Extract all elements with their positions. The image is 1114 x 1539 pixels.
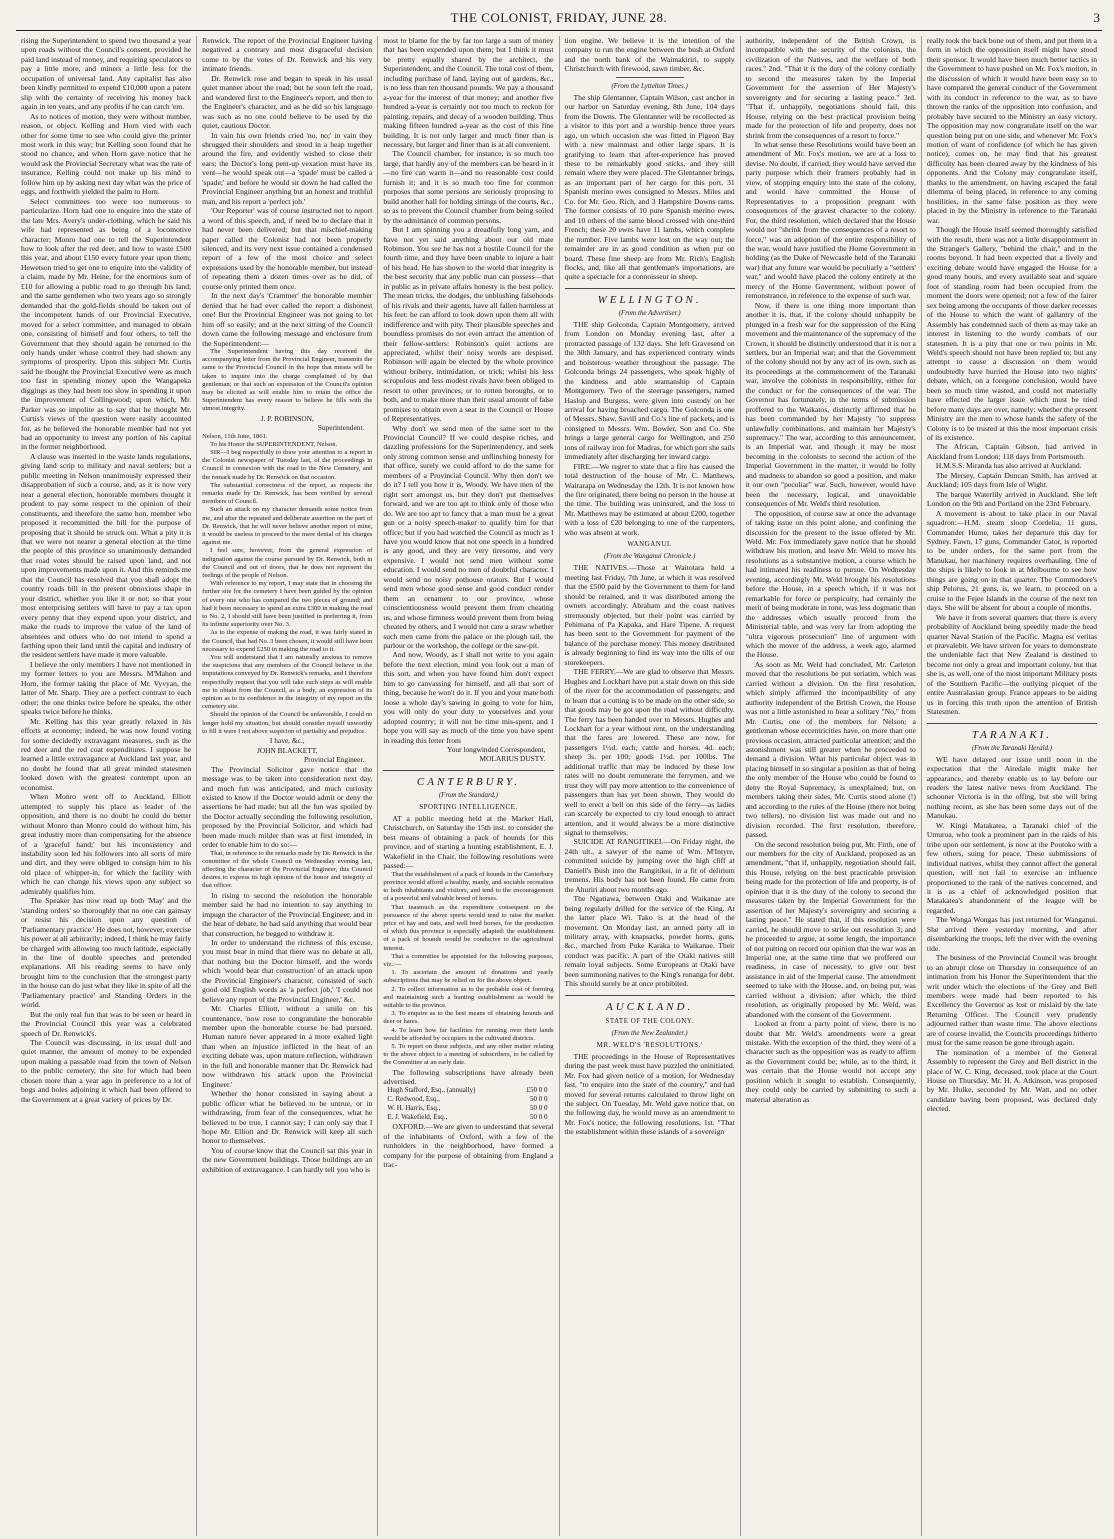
paragraph: The following subscriptions have already been advertised. [383,1067,554,1087]
resolution-item: 5. To report on these subjects, and any other matter relating to the above object to a meeting of subscribers, to be called by the Committee at an early date. [383,1042,554,1067]
resolution-item: That inasmuch as the expenditure consequent on the pursuance of the above sports would tend to raise the market price of hay and oats, and well bred horses, for the production of which this province is especially adapted: the establishment of a pack of hounds would be conducive to the agricultural interest. [383,903,554,952]
paragraph: I believe the only members I have not mentioned in my former letters to you are Messrs. M'Mahon and Horn, the former taking the place of Mr. Vyvyan, the latter of Mr. Sharp. They are a perfect contrast to each other; the one thinks twice before he speaks, the other speaks twice before he thinks. [21,659,192,717]
paragraph: As to the expense of making the road, it was fairly stated in the Council, that had No. 3 been chosen, it would still have been necessary to expend £250 in making the road to it. [202,629,373,653]
masthead [16,6,1102,31]
signature-title: Provincial Engineer. [304,755,365,765]
paragraph: As to notices of motion, they were without number, reason, or object. Kelling and Horn vied with each other for some time to see who could give the printer most work in this way; but Kelling soon found that he stood no chance, and when Horn gave notice that he would ask the Provincial Secretary what was the rate of insurance, Kelling could not make up his mind to follow him up by asking next day what was the price of eggs, and forthwith yielded the palm to Horn. [21,111,192,197]
subscription-amount: 50 0 0 [530,1113,548,1122]
section-heading-canterbury: CANTERBURY. [383,770,553,789]
letter-close: I have, &c., [269,736,305,746]
subscriber-name: C. Redwood, Esq., [387,1095,440,1104]
paragraph: In rising to second the resolution the honorable member said he had no intention to say anything to impugn the character of the Provincial Engineer, and in the heat of debate, he had said anything that would bear that construction, he begged to withdraw it. [202,890,373,938]
paragraph: The substantial correctness of the report, as respects the remarks made by Dr. Renwick, has been verified by several members of Council. [202,481,373,506]
masthead-title: THE COLONIST, FRIDAY, JUNE 28. [450,10,668,25]
paragraph: W. Kingi Matakatea, a Taranaki chief of the Umuroa, who took a prominent part in the raids of his tribe upon our settlement, is now at the Poutoko with a few others, suing for peace. These submissions of individual natives, whilst they cannot affect the general question, will not fail to exercise an influence proportioned to the rank of the natives concerned, and it is as a chief of acknowledged position that Matakatea's abandonment of the league will be regarded. [926,820,1098,915]
paragraph: tion engine. We believe it is the intention of the company to run the engine between the bush at Oxford and the north bank of the Waimakiriri, to supply Christchurch with firewood, sawn timber, &c. [564,36,735,74]
paragraph: rising the Superintendent to spend two thousand a year upon roads without the Council's consent, provided he paid land instead of money, and requiring speculators to pay a little more, and miners a little less for the occupation of universal land. Any capitalist has also been kindly permitted to expend £10,000 upon a patent slip with the certainty of receiving his money back again in ten years, and any profits if he can catch 'em. [21,36,192,112]
subscription-row [383,1104,553,1113]
paragraph: The Council chamber, for instance, is so much too large, that hardly any of the members can be heard in it—no fire can warm it—and no reasonable cost could furnish it; and it is so much too fine for common purposes that some persons are seriously proposing to build another hall for holding sittings of the courts, &c., so as to prevent the Council chamber from being soiled by the admittance of common persons. [383,149,554,225]
section-heading-wellington: WELLINGTON. [565,288,735,307]
paragraph: SIR—I beg respectfully to draw your attention to a report in the Colonist newspaper of Tuesday last, of the proceedings in Council in connexion with the road to the New Cemetery, and the remark made by Dr. Renwick on that occasion. [202,448,373,481]
column-6 [921,36,1102,1536]
paragraph: In the next day's 'Crammer' the honorable member denied that he had ever called the report a dishonest one! But the Provincial Engineer was not going to let him off so easily; and at the next sitting of the Council down came the following message and enclosure from the Superintendent:— [202,291,373,348]
source-line: (From the Taranaki Herald.) [971,743,1053,752]
column-4 [559,36,740,1536]
section-heading-taranaki: TARANAKI. [927,723,1097,742]
signature-name: MOLARIUS DUSTY. [479,754,546,764]
paragraph: The business of the Provincial Council was brought to an abrupt close on Thursday in consequence of an intimation from his Honor the Superintendent that the writ under which the elections of the Grey and Bell members were made had been reported to his Excellency the Governor as lost or mislaid by the late Returning Officer. The Council very prudently adjourned rather than waste time. The above elections are of course invalid, the Councils proceedings hitherto must for the same reason be gone through again. [926,953,1098,1048]
paragraph: A movement is about to take place in our Naval squadron:—H.M. steam sloop Cordelia, 11 guns, Commander Hume, takes her departure this day for Sydney. Fawn, 17 guns, Commander Cator, is reported to be under orders, for the same port from the Manukau, her machinery requires overhauling. One of the ships is likely to look in at Melbourne to see how things are going on in that quarter. The Commodore's ship Pelorus, 21 guns, is, we learn, to proceed on a cruise to the Fejee Islands in the course of the next ten days. She will be absent for about a couple of months. [926,508,1098,613]
subscriber-name: W. H. Harris, Esq., [387,1104,441,1113]
resolutions [383,871,553,1068]
subscriber-name: E. J. Wakefield, Esq., [387,1113,448,1122]
paragraph: Renwick. The report of the Provincial Engineer having negatived a contrary and most disgraceful decision come to by the votes of Dr. Renwick and his very intimate friends. [202,36,373,74]
paragraph: When Monro went off to Auckland, Elliott attempted to supply his place as leader of the opposition, and there is no doubt he could do better without Monro than Monro could do without him, his great industry more than compensating for the absence of a 'graceful hand;' but his inconsistency and instability soon led his followers into all sorts of mire and dirt, and they were obliged to consign him to his old place of whipper-in, for which the facility with which he can change his views upon any subject so admirably qualifies him. [21,792,192,896]
paragraph: With reference to my report, I may state that in choosing the further site for the cemetery I have been guided by the opinion of every one who has compared the two pieces of ground; and had it been necessary to spend an extra £300 in making the road to No. 2, I should still have been justified in preferring it, from its infinite superiority over No. 3. [202,580,373,629]
paragraph: Dr. Renwick rose and began to speak in his usual quiet manner about the road; but he soon left the road, and wandered first to the Engineer's report, and then to the Engineer's character, and as he did so his language was such as no one could believe to be used by the quiet, cautious Doctor. [202,73,373,131]
paragraph: You of course know that the Council sat this year in the new Government buildings. Those buildings are an exhibition of extravagance. I can hardly tell you who is [202,1145,373,1174]
source-line: (From the Standard.) [438,790,499,799]
paragraph: As soon as Mr. Weld had concluded, Mr. Carleton moved that the resolutions be put seriatim, which was carried without a division. On the first resolution, which simply affirmed the incompatibility of any authority independent of the British Crown, the House was not a little astonished to hear a solitary "No," from Mr. Curtis, one of the members for Nelson; a gentleman whose eccentricities have, on more than one previous occasion, attracted particular attention; and the astonishment was still greater when he proceeded to demand a division. What his particular object was in placing himself in so singular a position as that of being the only member of the House who could be found to deny the Royal Supremacy, is unexplained; but, on members taking their sides, Mr. Curtis stood alone (!) and according to the rules of the House (there not being two tellers), no division list was made out and no division recorded. The first resolution, therefore, passed. [745,659,916,840]
subscription-amount: 50 0 0 [530,1095,548,1104]
paragraph: Why don't we send men of the same sort to the Provincial Council? If we could despise riches, and dazzling professions for the Superintendency, and seek only strong common sense and unflinching honesty for that office, surely we could afford to do the same for members of a Provincial Council. Why then don't we do it? I tell you how it is, Woody. We have men of the right sort amongst us, but they don't put themselves forward, and we are too apt to think only of those who do. We are too apt to fancy that a man must be a great gun or a noisy speech-maker to qualify him for that office; but if you had watched the Council as much as I have you would know that not one speech in a hundred is any good, and they are very tiresome, and very expensive. I would not send men without some education. I would send no men of doubtful character. I would send no noisy pothouse orators. But I would send men whose good sense and good conduct render them an ornament to our province, whose conscientiousness would prevent them from cheating us, and whose firmness would prevent them from being cheated by others, and I would not care a straw whether such men came from the palace or the plough tail, the parlour or the workshop, the college or the saw-pit. [383,423,554,650]
divider [616,77,684,78]
paragraph: You will understand that I am naturally anxious to remove the suspicions that any members of the Council believe in the imputations conveyed by Dr. Renwick's remarks, and I therefore respectfully request that you will take such steps as will enable me to obtain from the Council, as a body, an expression of its opinion as to its confidence in the integrity of my report on the cemetery site. [202,654,373,711]
paragraph: FIRE.—We regret to state that a fire has caused the total destruction of the house of Mr. C. Matthews, Wairarapa on Wednesday the 12th. It is not known how the fire originated, there being no person in the house at the time. The building was uninsured, and the loss to Mr. Matthews may be estimated at about £200, together with a loss of £20 belonging to one of the carpenters, who was absent at work. [564,461,735,537]
resolution-item: 2. To collect information as to the probable cost of forming and maintaining such a hunting establishment as would be suitable to the province. [383,985,554,1009]
paragraph: The African, Captain Gibson, had arrived in Auckland from London; 118 days from Portsmouth. [926,442,1098,461]
paragraph: most to blame for the by far too large a sum of money that has been expended upon them; but I think it must be pretty equally shared by the architect, the Superintendent, and the Council. The total cost of them, including purchase of land, laying out of gardens, &c., is no less than ten thousand pounds. We pay a thousand a-year for the interest of that money; and another five hundred a-year is certainly not too much to reckon for painting, repairs, and decay of a wooden building. Thus making fifteen hundred a-year as the cost of this fine building. It is not only larger and much finer than is necessary, but larger and finer than is at all convenient. [383,36,554,149]
subscriber-name: Hugh Stafford, Esq., (annually) [387,1086,476,1095]
paragraph: In order to understand the richness of this excuse, you must bear in mind that there was no debate at all, that nothing but the Doctor himself, and the words which 'would bear that construction' of an attack upon the Provincial Engineer's character, consisted of such good old English words as 'a perfect job,' 'I could not believe any report of the Provincial Engineer,' &c. [202,937,373,1004]
source-line: (From the New Zealander.) [611,1028,688,1037]
paragraph: We have it from several quarters that there is every probability of Auckland being speedily made the head quarter Naval Station of the Pacific. Magna est veritas et prævalebit. We have striven for years to demonstrate the undeniable fact that New Zealand is destined to become not only a great and important colony, but that she is, as well, one of the most important Military posts of the Southern Pacific—the outlying picquet of the entire Australasian group. France appears to be aiding us in forcing this truth upon the attention of British Statesmen. [926,612,1098,717]
paragraph: THE FERRY.—We are glad to observe that Messrs. Hughes and Lockhart have put a stair down on this side of the river for the accommodation of passengers; and to learn that a cutting is to be made on the other side, so that goods may be got upon the road without difficulty. The ferry has been handed over to Messrs. Hughes and Lockhart for a year without rent, on the understanding that the fares are lowered. These are now, for passengers 1½d. each; cattle and horses, 4d. each; sheep 3s. per 100; goods 1½d. per 100lbs. The additional traffic that may be induced by these low rates will no doubt remunerate the ferrymen, and we trust they will pay more attention to the convenience of passengers than has yet been shown. They would do well to erect a bell on this side of the ferry—as ladies can scarcely be expected to cry loud enough to attract attention, and it would always be a more distinctive signal to themselves. [564,667,735,837]
signature-place: Nelson, 11th June, 1861. [202,432,268,440]
paragraph: The Provincial Solicitor gave notice that the message was to be taken into consideration next day, and much fun was anticipated, and much curiosity existed to know if the Doctor would admit or deny the assertions he had made; but all the fun was spoiled by the Doctor actually seconding the following resolution, proposed by the Provincial Solicitor, and which had been made much milder than was at first intended, in order to enable him to do so:— [202,764,373,850]
paragraph: Mr. Charles Elliott, without a smile on his countenance, 'now rose to congratulate the honorable member upon the honorable course he had pursued. Human nature never appeared in a more exalted light than when an injustice inflicted in the heat of an exciting debate was, upon mature reflection, withdrawn in the full and honorable manner that Dr. Renwick had now withdrawn his attack upon the Provincial Engineer.' [202,1004,373,1089]
paragraph: On the second resolution being put, Mr. Firth, one of our members for the city of Auckland, proposed as an amendment, "that if, unhappily, negotiation should fail, this House, relying on the best practicable provision being made for the protection of life and property, is of opinion that it is the duty of the colony to second the measures taken by the Imperial Government for the assertion of her Majesty's sovereignty and securing a lasting peace." He stated that, if this resolution were carried, he should move to strike out resolution 3; and he proceeded to argue, at some length, the importance of not putting on record our opinion that the war was an Imperial one, at the same time that we proffered our readiness, in case of necessity, to give our best assistance in aid of the Imperial cause. The amendment seemed to take with the House, and, on being put, was carried without a division; after which, the third resolution, as originally proposed by Mr. Weld, was abandoned with the consent of the Government. [745,839,916,1019]
source-line: (From the Wanganui Chronicle.) [603,552,696,561]
column-5 [740,36,921,1536]
paragraph: The Superintendent having this day received the accompanying letter from the Provincial Engineer, transmits the same to the Provincial Council in the hope that means will be taken to inquire into the charge complained of by that gentleman; or that such an expression of the Council's opinion may be elicited as will enable him to retain the office the Superintendent has every reason to believe he fills with the utmost integrity. [202,347,373,413]
paragraph: A clause was inserted in the waste lands regulations, giving land scrip to military and naval settlers; but a public meeting in Nelson unanimously expressed their disapprobation of such a course, and, as it is now very near a general election, honorable members thought it prudent to pay some respect to the opinion of their constituents, and therefore the same hon. member who proposed it recommitted the bill for the purpose of proposing that it should be struck out. What a pity it is that we were not nearer a general election at the time the people of this province so unanimously demanded that road votes should be raised upon land, and not upon improvements made upon it. And this reminds me that the Council has resolved that you shall adopt the country roads bill in the present obnoxious shape in your district, whether you like it or not; so that your most enterprising settlers will have to pay a tax upon every penny that they expend upon your district, and make the roads to improve the value of the land of absentees and others who do not intend to spend a farthing upon their land until the capital and industry of the resident settlers have made it more valuable. [21,451,192,660]
column-1 [16,36,196,1536]
page-number: 3 [1093,10,1100,25]
paragraph: H.M.S.S. Miranda has also arrived at Auckland. [935,461,1082,471]
paragraph: Such an attack on my character demands some notice from me, and after the repeated and deliberate assertion on the part of Dr. Renwick, that he will never believe another report of mine, it would be useless to proceed to the mere denial of his charges against me. [202,506,373,547]
paragraph: I feel sure, however, from the general expression of indignation against the course pursued by Dr. Renwick, both in the Council and out of doors, that he does not represent the feelings of the people of Nelson. [202,547,373,580]
paragraph: THE ship Golconda, Captain Montgomery, arrived from London on Monday evening last, after a protracted passage of 132 days. She left Gravesend on the 30th January, and has experienced contrary winds and boisterous weather throughout the passage. The Golconda brings 24 passengers, who speak highly of the kindness and able seamanship of Captain Montgomery. Two of the steerage passengers, named Haslop and Burgess, were given into custody on her arrival for having broached cargo. The Golconda is one of Messrs. Shaw, Savill and Co.'s line of packets, and is consigned to Messrs. Wm. Bowler, Son and Co. She brings a large general cargo for Wellington, and 250 tons of railway iron for Madras, for which port she sails immediately after discharging her inward cargo. [564,319,735,462]
paragraph: Now, if there is one thing more important than another it is, that, if the colony should unhappily be plunged in a fresh war for the suppression of the King movement and the maintenance of the supremacy of the Crown, it should be distinctly understood that it is not a settlers, but an Imperial war; and that the Government of the colony should not by any act of its own, such as its proceedings at the commencement of the Taranaki war, involve the colonists in responsibility, either for the conduct or for the consequences of the war. The Governor has fortunately, in the terms of submission proffered to the Waikatos, distinctly affirmed that he has been commanded by her Majesty "to suppress unlawfully combinations, and maintain her Majesty's supremacy." The war, according to this announcement, is an Imperial war, and though it may be most becoming in the colonists to second the action of the Imperial Government in the matter, it would be folly and madness to abandon so good a position, and make it our own "peculiar" war. Such, however, would have been the necessary, logical, and unavoidable consequences of Mr. Weld's third resolution. [745,300,916,509]
paragraph: AT a public meeting held at the Market Hall, Christchurch, on Saturday the 15th inst. to consider the best means of obtaining a pack of hounds for this province, and of starting a hunting establishment, E. J. Wakefield in the Chair, the following resolutions were passed:— [383,813,554,871]
signature-title: Superintendent. [317,423,365,433]
columns [16,36,1102,1536]
paragraph: really took the back bone out of them, and put them in a form in which the opposition itself might have stood their sponsor. It would have been much better tactics in the Government to have pushed on Mr. Fox's motion, in the discussion of which it would have been easy so to have compared the general conduct of the Government with its conduct in reference to the war, as to have thrown the ranks of the opposition into confusion, and probably have secured to the Ministry an easy victory. The opposition may now congratulate itself on the war question being put on one side, and whenever Mr. Fox's motion of want of confidence (of which he has given notice), comes on, he may find that his greatest difficulty has been cleared away by the kindness of his opponents. And the Colony may congratulate itself, thanks to the amendment, on having escaped the fatal dilemma of being placed, in reference to any coming hostilities, in the same false position as they were placed in by the Ministry in reference to the Taranaki war. [926,36,1098,225]
subscription-amount: 50 0 0 [530,1104,548,1113]
paragraph: Select committees too were too numerous to particularize. Horn had one to enquire into the state of the late Mrs. Avery's under-clothing, which he said his wife had represented as being of a locomotive character; Monro had one to tell the Superintendent how to look after the red deer, and how to waste £500 this year, and about £150 every future year upon them; Hewetson tried to get one to enquire into the validity of a claim, made by Mr. Heine, for the enormous sum of £10 for allowing a public road to go through his land; and the same gentlemen who two years ago so strongly demanded that the gold-fields should be taken out of the incompetent hands of our Provincial Executive, moved for a select committee, and managed to obtain one, consisting of himself and four others, to tell the Government that they should again be returned to the only hands under whose control they had shown any symptoms of prosperity. Upon this subject Mr. Curtis said he thought the Provincial Executive were as much too fast in spending money upon the Wangapeka diggings as they had been too slow in spending it upon the improvement of Collingwood; upon which, Mr. Parker was so impolite as to say that he thought Mr. Curtis's views of the question were easily accounted for, as he believed the honorable member had not yet had an opportunity to invest any portion of his capital in the former neighborhood. [21,196,192,452]
subscription-list [383,1086,553,1122]
paragraph: The Wonga Wongas has just returned for Wanganui. She arrived there yesterday morning, and after disembarking the troops, left the river with the evening tide. [926,915,1098,953]
paragraph: The Council was discussing, in its usual dull and quiet manner, the amount of money to be expended upon making a passable road from the town of Nelson to the public cemetery, the site for which had been chosen more than a year ago in preference to a lot of bogs and holes adjoining it which had been offered to the Government at a great variety of prices by Dr. [21,1038,192,1104]
paragraph: THE NATIVES.—Those at Waitotara held a meeting last Friday, 7th June, at which it was resolved that the £500 paid by the Government to them for land should be retained, and it was distributed among the owners accordingly. Abraham and the coast natives strenuously objected, but their point was carried by Pehimana of Pa Kapaka, and Hare Tipene. A request has been sent to the Government for payment of the balance of the purchase money. This money distributed is already beginning to find its way into the tills of our storekeepers. [564,563,735,667]
paragraph: Looked at from a party point of view, there is no doubt that Mr. Weld's amendments were a great mistake. With the exception of the third, they were of a character such as the opposition was as ready to affirm as the Government could be; while, as to the third, it was certain that the House would not accept any position which it sought to establish. Consequently, they could only be carried by submitting to such a material alteration as [745,1019,916,1104]
signature-close: Your longwinded Correspondent, [447,744,546,754]
paragraph: The ship Glentanner, Captain Wilson, cast anchor in our harbor on Saturday evening, 8th June, 104 days from the Downs. The Glentanner will be recollected as a visitor to this port and a worship hence three years ago, on which occasion she was fitted in Pigeon Bay with a new mainmast and other large spars. It is gratifying to learn that after-experience has proved these to be remarkably good sticks, and they still remain where they were placed. The Glentanner brings, as an important part of her cargo for this port, 31 Spanish merino ewes consigned to Messrs. Miles and Co. for Mr. Geo. Rich, and 3 Hampshire Downs rams. The former consists of 10 pure Spanish merino ewes, and 10 others of the same blood crossed with one-third French; these 20 ewes have 11 lambs, which complete the number. Five lambs were lost on the way out; the remainder are in as good condition as when put on board. These fine sheep are from Mr. Rich's English flocks, and, like all that gentleman's importations, are quite a spectacle for a connoisseur in sheep. [564,92,735,282]
resolution-item: That the establishment of a pack of hounds in the Canterbury province would afford a healthy, manly, and sociable recreation to both inhabitants and visitors, and tend to the encouragement of a powerful and valuable breed of horses. [383,870,554,903]
paragraph: The opposition, of course saw at once the advantage of taking issue on this point alone, and confining the discussion for the present to the issue offered by Mr. Weld. Mr. Fox immediately gave notice that he should withdraw his motion, and leave Mr. Weld to move his resolutions as a substantive motion, a course which he had intimated his readiness to pursue. On Wednesday evening, accordingly Mr. Weld brought his resolutions before the House, in a speech which, if it was not remarkable for force or perspicuity, had certainly the merit of being moderate in tone, was less dogmatic than the addresses which usually proceed from the Ministerial table, and was very far from adopting the "ultra vigorous prosecution" line of argument with which the mover of the address, a week ago, alarmed the House. [745,508,916,660]
paragraph: That, in reference to the remarks made by Dr. Renwick in the committee of the whole Council on Wednesday evening last, affecting the character of the Provincial Engineer, this Council desires to express its high opinion of the honor and integrity of that officer. [202,849,373,890]
subscription-row [383,1086,553,1095]
paragraph: The Ngatiawa, between Otaki and Waikanae are being regularly drilled for the service of the King. At the latter place Wi. Tako is at the head of the movement. On Monday last, an armed party all in military array, with knapsacks, powder horns, guns, &c., marched from Puke Karaka to Waikanae. Their conduct was pacific. A part of the Otaki natives still remain loyal subjects. Some Europeans at Otaki have been summoning natives to the King's runanga for debt. This should surely be at once prohibited. [564,894,735,989]
column-3 [377,36,558,1536]
resolution-item: 3. To enquire as to the best means of obtaining hounds and deer or hares. [383,1010,554,1026]
paragraph: THE proceedings in the House of Representatives during the past week must have puzzled the uninitiated. Mr. Fox had given notice of a motion, for Wednesday last, "to enquire into the state of the country," and had moved for several returns calculated to throw light on the subject. On Tuesday, Mr. Weld gave notice that, on the following day, he would move as an amendment to Mr. Fox's notice, the following resolutions, 1st. "That the establishment within these islands of a sovereign [564,1051,735,1137]
paragraph: authority, independent of the British Crown, is incompatible with the security of the colonists, the civilization of the Natives, and the welfare of both races." 2nd. "That it is the duty of the colony cordially to second the measures taken by the Imperial Government for the assertion of Her Majesty's sovereignty and for securing a lasting peace." 3rd. "That if, unhappily, negotiations should fail, this House, relying on the best practical provision being made for the protection of life and property, does not shrink from the consequences of a resort to force." [745,36,916,140]
paragraph: In vain his own friends cried 'no, no;' in vain they shrugged their shoulders and stood in a heap together around the fire, and evidently wished to close their ears; the Doctor's long pent-up vexation must have its vent—he would speak out—a 'spade' must be called a 'spade;' and before he would sit down he had called the Provincial Engineer anything but an honest and truthful man, and his report a 'perfect job.' [202,130,373,206]
subheading: STATE OF THE COLONY. [605,1016,694,1025]
resolution-item: 4. To learn how far facilities for running over their lands would be afforded by occupiers in the cultivated districts. [383,1026,554,1042]
paragraph: Should the opinion of the Council be unfavorable, I could no longer hold my situation, but should consider myself unworthy to fill it were I not above suspicion of partiality and prejudice. [202,711,373,735]
column-2 [196,36,377,1536]
paragraph: The barque Waterlily arrived in Auckland. She left London on the 9th and Portland on the 23rd February. [926,489,1098,509]
subscription-amount: £50 0 0 [526,1086,548,1095]
letter-address: To his Honor the SUPERINTENDENT, Nelson. [210,440,338,448]
source-line: (From the Lyttelton Times.) [611,81,688,90]
paragraph: OXFORD.—We are given to understand that several of the inhabitants of Oxford, with a few of the runholders in the neighborhood, have formed a company for the purpose of obtaining from England a trac- [383,1122,554,1170]
message-quote [202,348,372,414]
paragraph: The nomination of a member of the General Assembly to represent the Grey and Bell district in the place of W. C. King, deceased, took place at the Court House on Thursday. Mr. H. A. Atkinson, was proposed by Mr. Hulke, seconded by Mr. Watt, and no other candidate having been proposed, was declared duly elected. [926,1047,1098,1114]
paragraph: But I am spinning you a dreadfully long yarn, and have not yet said anything about our old mate Robinson. You see he has not a hostile Council for the fourth time, and they have been unable to injure a hair of his head. He has shown to the world that integrity is the best security that any public man can possess—that in public as in private affairs honesty is the best policy. The mean tricks, the dodges, the unblushing falsehoods of his rivals and their agents, have all fallen harmless at his feet: he can afford to look down upon them all with indifference and with pity. Their plausible speeches and boundless promises do not even attract the attention of their fellow-settlers: Robinson's quiet actions are appreciated, whilst their noisy words are despised. Robinson will again be elected by the whole province without bribery, intimidation, or trick; whilst his less scrupulous and less modest rivals have been obliged to resort to other provinces, or to rotten boroughs, or to both, and to make more than their usual amount of false promises to obtain even a seat in the Council or House of Representatives. [383,225,554,424]
resolution-item: 1. To ascertain the amount of donations and yearly subscriptions that may be relied on for the above object. [383,969,554,985]
section-heading-auckland: AUCKLAND. [565,995,735,1014]
subheading: SPORTING INTELLIGENCE. [419,802,518,811]
subscription-row [383,1095,553,1104]
subheading: MR. WELD'S 'RESOLUTIONS.' [596,1040,703,1049]
paragraph: And now, Woody, as I shall not write to you again before the next election, mind you look out a man of this sort, and when you have found him don't expect him to go canvassing for himself, and all that sort of thing, because he won't do it. If you and your mate both loose a whole day's sawing in going to vote for him, you will only do your duty to yourselves and your adopted country; it will not be time mis-spent, and I hope you will say as much of the time you have spent in reading this letter from [383,650,554,745]
paragraph: SUICIDE AT RANGITIKEI.—On Friday night, the 24th ult., a sawyer of the name of Wm. M'Intyre, committed suicide by jumping over the high cliff at Daniell's Bush into the Rangitikei, in a fit of delirium tremens. His body has not been found. He came from the Ahuriri about two months ago. [564,837,735,894]
paragraph: In what sense these Resolutions would have been an amendment of Mr. Fox's motion, we are at a loss to devise. No doubt, if carried, they would have served the party purpose which their framers probably had in view, of stopping enquiry into the state of the colony, and would have committed the House of Representatives to a proposition pregnant with consequences of the gravest character to the colony. For, the third resolution, which declared that the House would not "shrink from the consequences of a resort to force," was an adoption of the entire responsibility of the war, would have justified the Home Government in holding (as the Duke of Newcastle held of the Taranaki war) that any future war would be peculiarly a "settlers' war," and would have placed the colony entirely at the mercy of the Home Government, without power of remonstrance, in reference to the expense of such war. [745,139,916,301]
section-heading-wanganui: WANGANUI. [627,540,672,549]
paragraph: The Speaker has now read up both 'May' and the 'standing orders' so thoroughly that no one can gainsay or resist his decision upon any question of 'Parliamentary practice.' He does not, however, exercise his power at all arbitrarily; indeed, I think he may fairly be charged with allowing too much latitude, especially in the line of double speeches and pretended explanations. All his reading seems to have only brought him to the conclusion that the strongest party in the house can do just what they like in spite of all the 'Parliamentary practice' and Standing Orders in the world. [21,896,192,1010]
signature-name: JOHN BLACKETT, [256,745,318,755]
subscription-row [383,1113,553,1122]
resolution-quote [202,850,372,891]
paragraph: Though the House itself seemed thoroughly satisfied with the result, there was not a little disappointment in the Stranger's Gallery, "behind the chair," and in the rooms beyond. It had been expected that a lively and exciting debate would have engaged the House for a good many hours, and every available seat and square foot of standing room had been occupied from the moment the doors were opened; not a few of the fairer sex being among the occupants of those darker recesses of the House to which the want of gallantry of the Assembly has condemned such of them as may take an interest in listening to the wordy combats of our statesmen. It is a pity that one or two points in Mr. Weld's speech should not have been replied to; but any attempt to cause a discussion on them would undoubtedly have hurried the House into two nights' debate, which, on a foregone conclusion, would have been so much time wasted, and could not materially have effected the larger issue which must be tried before many days are over, namely: whether the present Ministry are the men to whose hands the safety of the Colony is to be trusted at this the most important crisis of its existence. [926,225,1098,443]
paragraph: 'Our Reporter' was of course instructed not to report a word of this speech, and, if need be to declare that it had never been delivered; but that mischief-making paper called the Colonist had not been properly silenced, and its very next issue contained a condensed report of a few of the most choice and select expressions used by the honorable member, but instead of repeating them a dozen times over as he did, of course only printed them once. [202,206,373,291]
paragraph: But the only real fun that was to be seen or heard in the Provincial Council this year was a celebrated speech of Dr. Renwick's. [21,1009,192,1038]
signature-name: J. P. ROBINSON, [260,413,314,423]
paragraph: Whether the honor consisted in saying about a public officer what he believed to be untrue, or in withdrawing, from fear of the consequences, what he believed to be true, I cannot say; I can only say that I hope Mr. Elliott and Dr. Renwick will keep all such honor to themselves. [202,1089,373,1146]
source-line: (From the Advertiser.) [618,308,681,317]
letter [202,441,372,736]
paragraph: WE have delayed our issue until noon in the expectation that the Airedale might make her appearance, and thereby enable us to lay before our readers the latest native news from Auckland. The schooner Victoria is in the offing, but she will bring nothing recent, as she has been some days out of the Manukau. [926,754,1098,821]
paragraph: The Mersey, Captain Duncan Smith, has arrived at Auckland; 105 days from Isle of Wight. [926,470,1098,490]
resolution-item: That a committee be appointed for the following purposes, viz.:— [383,952,554,968]
paragraph: Mr. Kelling has this year greatly relaxed in his efforts at economy; indeed, he was now found voting for some decidedly extravagant measures, such as the red deer and the red coat expenditures. I suppose he learned a little extravagance at Auckland last year, and no doubt he found that all great minded statesmen looked down with the greatest contempt upon an economist. [21,716,192,792]
